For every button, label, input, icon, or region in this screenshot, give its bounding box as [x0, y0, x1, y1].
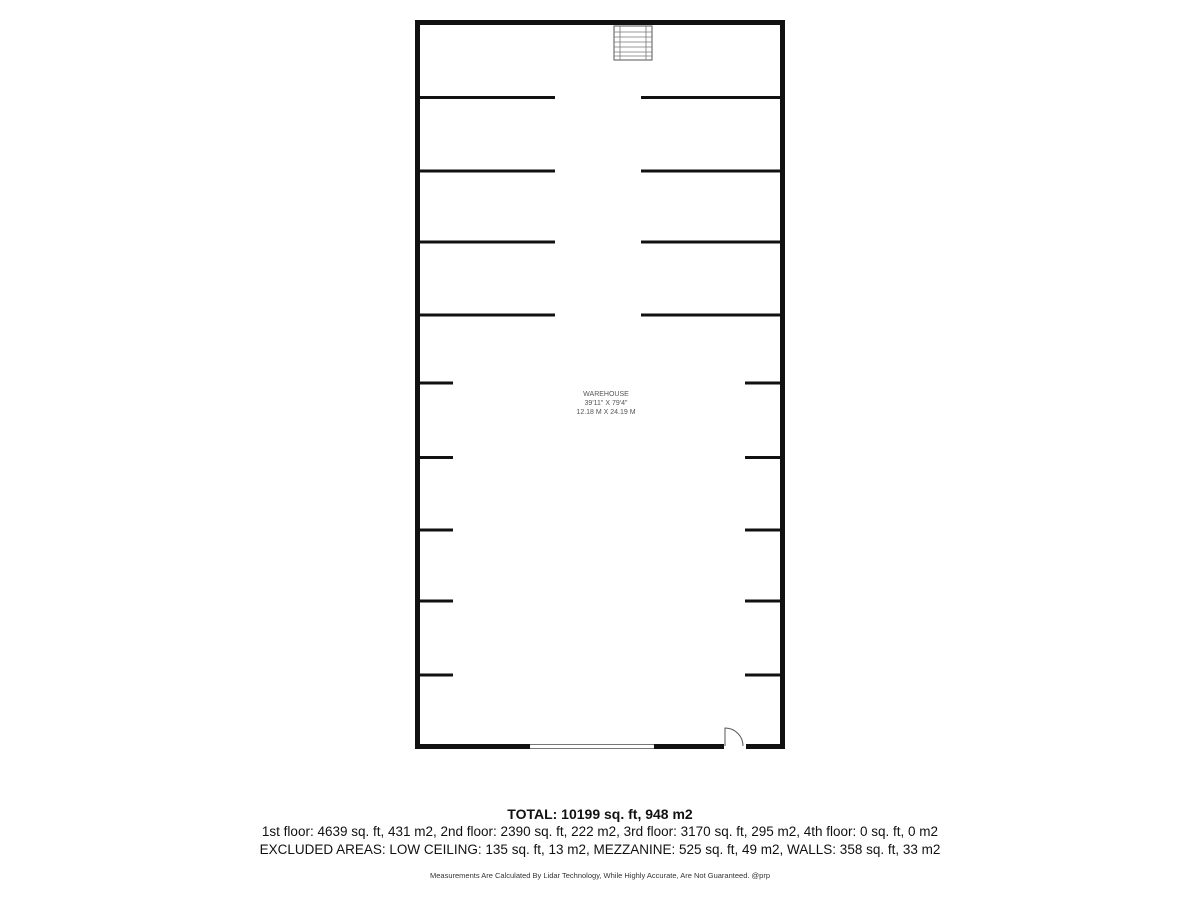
bottom-door-opening [530, 744, 654, 750]
floor-areas: 1st floor: 4639 sq. ft, 431 m2, 2nd floor: 2390 sq. ft, 222 m2, 3rd floor: 3170 sq. ft, 295 m2, 4th floor: 0 sq. ft, 0 m2 [261, 824, 939, 839]
stairs-icon [614, 26, 652, 60]
room-dimensions-imperial: 39'11" X 79'4" [584, 400, 628, 407]
wall-stubs-lower [419, 383, 781, 675]
outer-wall [418, 23, 783, 747]
interior-partitions-upper [419, 98, 781, 316]
room-dimensions-metric: 12.18 M X 24.19 M [576, 409, 636, 416]
disclaimer: Measurements Are Calculated By Lidar Technology, While Highly Accurate, Are Not Guaranteed. @prp [429, 871, 770, 880]
room-name: WAREHOUSE [583, 391, 629, 398]
door-swing-icon [724, 728, 746, 750]
excluded-areas: EXCLUDED AREAS: LOW CEILING: 135 sq. ft, 13 m2, MEZZANINE: 525 sq. ft, 49 m2, WALLS: 358 sq. ft, 33 m2 [259, 842, 941, 857]
total-area: TOTAL: 10199 sq. ft, 948 m2 [507, 806, 693, 822]
